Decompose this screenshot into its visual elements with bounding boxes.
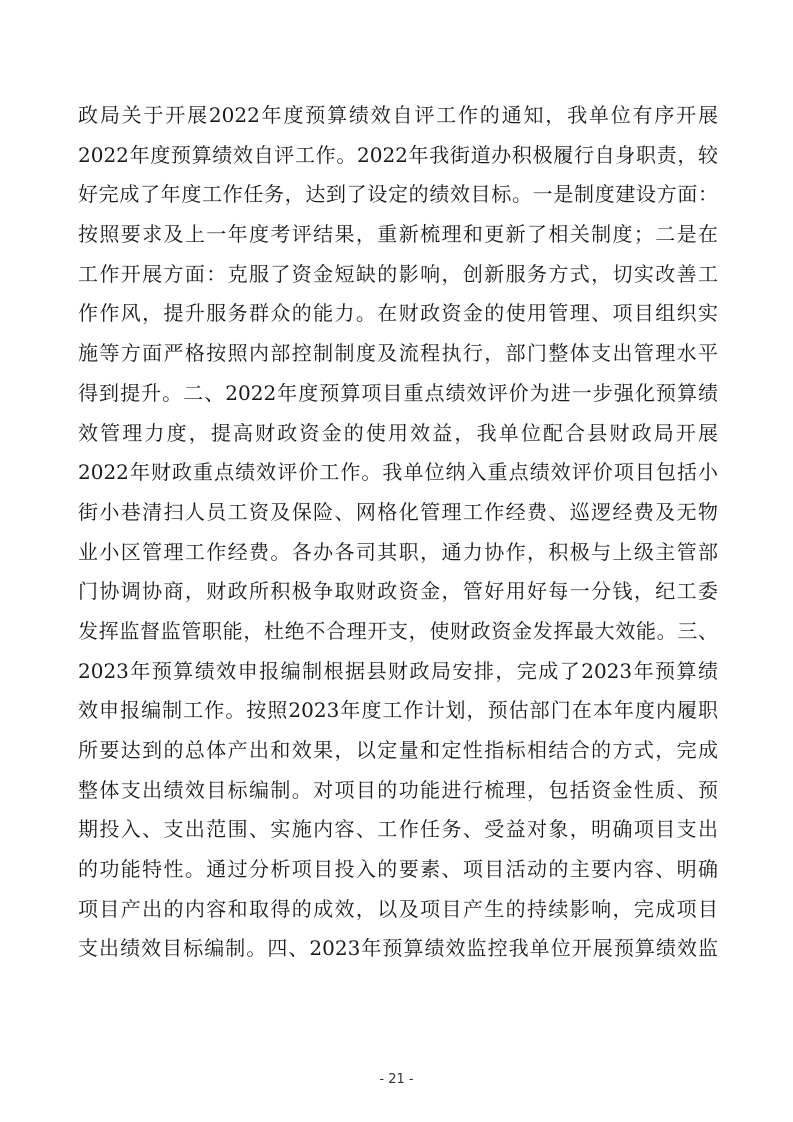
text-line: 街小巷清扫人员工资及保险、网格化管理工作经费、巡逻经费及无物: [78, 499, 718, 524]
text-line: 按照要求及上一年度考评结果，重新梳理和更新了相关制度；二是在: [78, 222, 718, 247]
text-line: 政局关于开展2022年度预算绩效自评工作的通知，我单位有序开展: [78, 103, 718, 127]
text-line: 效管理力度，提高财政资金的使用效益，我单位配合县财政局开展: [78, 420, 718, 445]
text-line: 得到提升。二、2022年度预算项目重点绩效评价为进一步强化预算绩: [78, 380, 718, 405]
text-line: 好完成了年度工作任务，达到了设定的绩效目标。一是制度建设方面：: [78, 182, 718, 207]
text-line: 门协调协商，财政所积极争取财政资金，管好用好每一分钱，纪工委: [78, 579, 718, 604]
text-line: 业小区管理工作经费。各办各司其职，通力协作，积极与上级主管部: [78, 539, 718, 564]
text-line: 2022年度预算绩效自评工作。2022年我街道办积极履行自身职责，较: [78, 142, 718, 167]
text-line: 整体支出绩效目标编制。对项目的功能进行梳理，包括资金性质、预: [78, 777, 718, 802]
text-line: 工作开展方面：克服了资金短缺的影响，创新服务方式，切实改善工: [78, 261, 718, 286]
text-line: 项目产出的内容和取得的成效，以及项目产生的持续影响，完成项目: [78, 896, 718, 921]
text-line: 2023年预算绩效申报编制根据县财政局安排，完成了2023年预算绩: [78, 658, 718, 683]
text-line: 支出绩效目标编制。四、2023年预算绩效监控我单位开展预算绩效监: [78, 936, 718, 961]
text-line: 所要达到的总体产出和效果，以定量和定性指标相结合的方式，完成: [78, 738, 718, 762]
text-line: 施等方面严格按照内部控制制度及流程执行，部门整体支出管理水平: [78, 341, 718, 366]
text-line: 的功能特性。通过分析项目投入的要素、项目活动的主要内容、明确: [78, 857, 718, 882]
text-line: 期投入、支出范围、实施内容、工作任务、受益对象，明确项目支出: [78, 817, 718, 842]
page-number: - 21 -: [379, 1072, 414, 1087]
text-line: 2022年财政重点绩效评价工作。我单位纳入重点绩效评价项目包括小: [78, 460, 718, 485]
text-line: 发挥监督监管职能，杜绝不合理开支，使财政资金发挥最大效能。三、: [78, 618, 718, 643]
text-line: 作作风，提升服务群众的能力。在财政资金的使用管理、项目组织实: [78, 301, 718, 326]
body-text: [78, 96, 718, 969]
text-line: 效申报编制工作。按照2023年度工作计划，预估部门在本年度内履职: [78, 698, 718, 723]
